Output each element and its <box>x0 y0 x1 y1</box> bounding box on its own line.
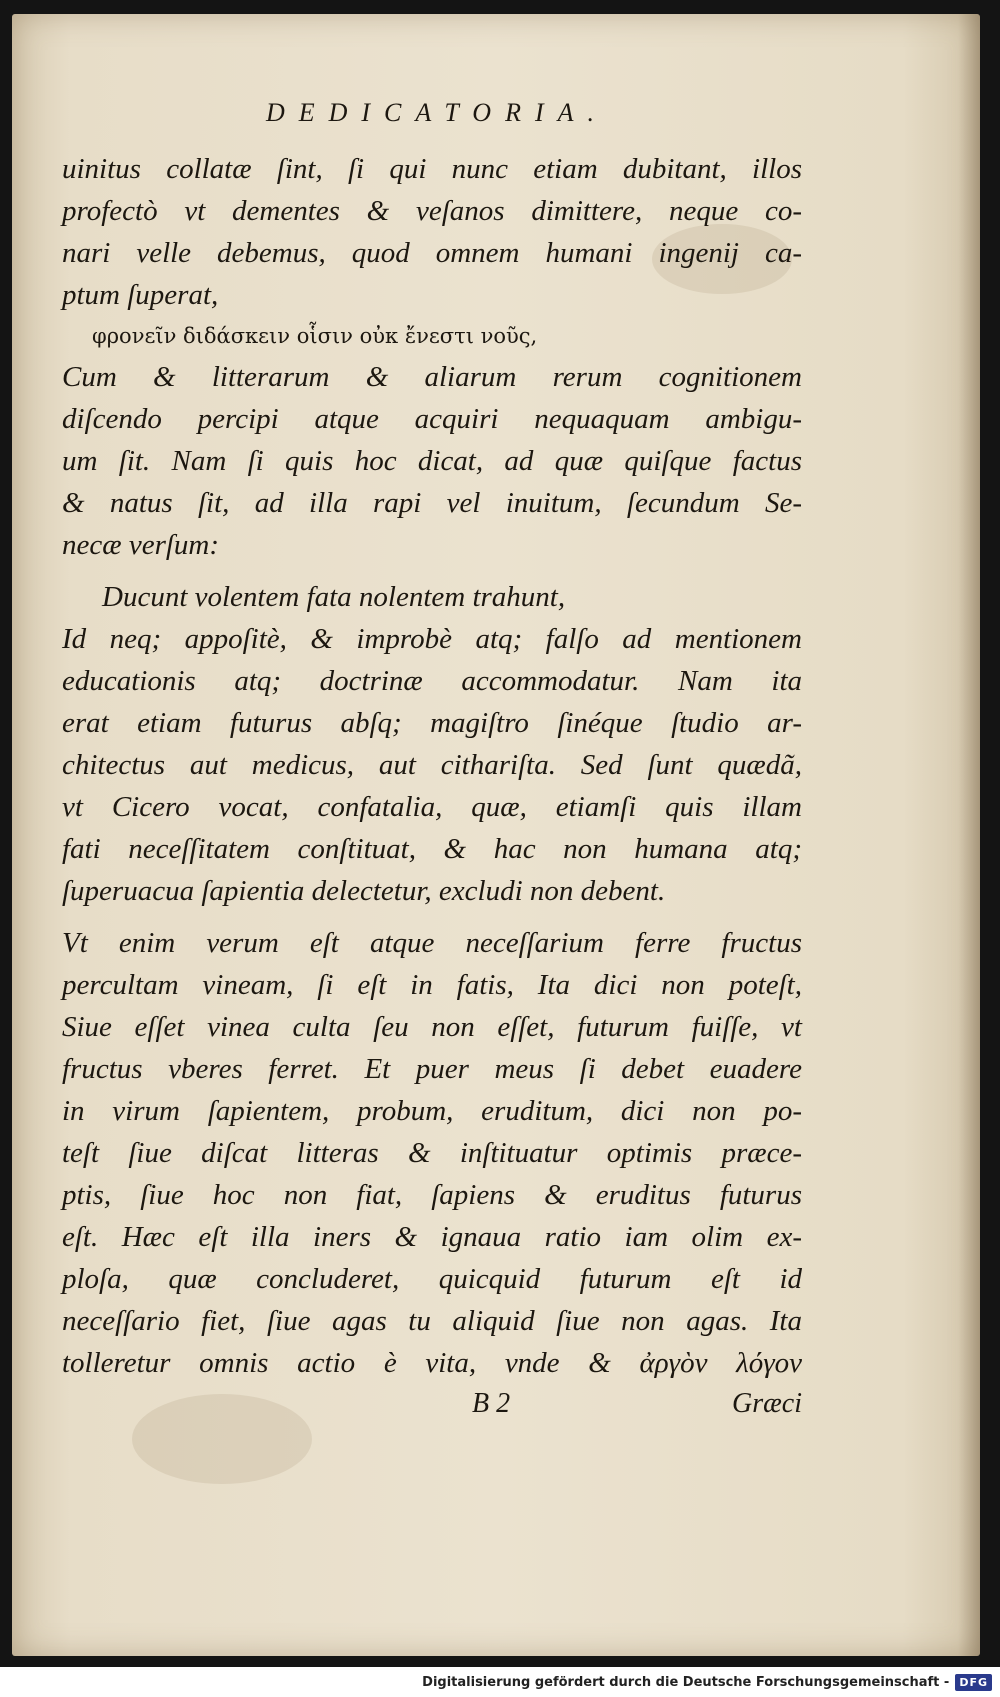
text-line: ptum ſuperat, <box>62 279 219 311</box>
text-line: necæ verſum: <box>62 529 220 561</box>
spacer <box>62 912 802 922</box>
text-line: fati neceſſitatem conſtituat, & hac non humana atq; <box>62 833 802 865</box>
signature-mark: B 2 <box>472 1388 511 1419</box>
text-line: percultam vineam, ſi eſt in fatis, Ita dici non poteſt, <box>62 969 802 1001</box>
text-line: in virum ſapientem, probum, eruditum, dici non po- <box>62 1095 802 1127</box>
text-line: neceſſario fiet, ſiue agas tu aliquid ſiue non agas. Ita <box>62 1305 802 1337</box>
text-line: chitectus aut medicus, aut cithariſta. Sed ſunt quædã, <box>62 749 802 781</box>
text-line: erat etiam futurus abſq; magiſtro ſinéque ſtudio ar- <box>62 707 802 739</box>
text-line: um ſit. Nam ſi quis hoc dicat, ad quæ quiſque factus <box>62 445 802 477</box>
text-line: ploſa, quæ concluderet, quicquid futurum eſt id <box>62 1263 802 1295</box>
text-line: Vt enim verum eſt atque neceſſarium ferre fructus <box>62 927 802 959</box>
text-line: & natus ſit, ad illa rapi vel inuitum, ſecundum Se- <box>62 487 802 519</box>
text-line: diſcendo percipi atque acquiri nequaquam ambigu- <box>62 403 802 435</box>
catchword: Græci <box>732 1388 802 1419</box>
page-footer <box>62 1384 802 1426</box>
greek-quotation: φρονεῖν διδάσκειν οἷσιν οὐκ ἔνεστι νοῦς, <box>92 324 538 348</box>
text-block <box>62 84 802 1426</box>
text-line: Cum & litterarum & aliarum rerum cognitionem <box>62 361 802 393</box>
text-line: teſt ſiue diſcat litteras & inſtituatur optimis præce- <box>62 1137 802 1169</box>
digitization-credit: Digitalisierung gefördert durch die Deutsche Forschungsgemeinschaft - <box>422 1674 950 1690</box>
text-line: Siue eſſet vinea culta ſeu non eſſet, futurum fuiſſe, vt <box>62 1011 802 1043</box>
text-line: uinitus collatæ ſint, ſi qui nunc etiam dubitant, illos <box>62 153 802 185</box>
text-line: eſt. Hæc eſt illa iners & ignaua ratio iam olim ex- <box>62 1221 802 1253</box>
text-line: profectò vt dementes & veſanos dimittere, neque co- <box>62 195 802 227</box>
text-line: educationis atq; doctrinæ accommodatur. Nam ita <box>62 665 802 697</box>
book-page <box>12 14 980 1656</box>
text-line: vt Cicero vocat, confatalia, quæ, etiamſi quis illam <box>62 791 802 823</box>
dfg-logo: DFG <box>955 1674 992 1691</box>
text-line: Id neq; appoſitè, & improbè atq; falſo ad mentionem <box>62 623 802 655</box>
running-head: DEDICATORIA. <box>265 98 609 127</box>
text-line: nari velle debemus, quod omnem humani ingenij ca- <box>62 237 802 269</box>
page-edge-shadow <box>958 14 980 1656</box>
text-line: ſuperuacua ſapientia delectetur, excludi non debent. <box>62 875 666 907</box>
text-line: tolleretur omnis actio è vita, vnde & ἀργὸν λόγον <box>62 1347 802 1379</box>
digitization-credit-bar <box>0 1667 1000 1697</box>
text-line: ptis, ſiue hoc non fiat, ſapiens & eruditus futurus <box>62 1179 802 1211</box>
verse-quotation: Ducunt volentem fata nolentem trahunt, <box>102 581 566 613</box>
text-line: fructus vberes ferret. Et puer meus ſi debet euadere <box>62 1053 802 1085</box>
spacer <box>62 566 802 576</box>
